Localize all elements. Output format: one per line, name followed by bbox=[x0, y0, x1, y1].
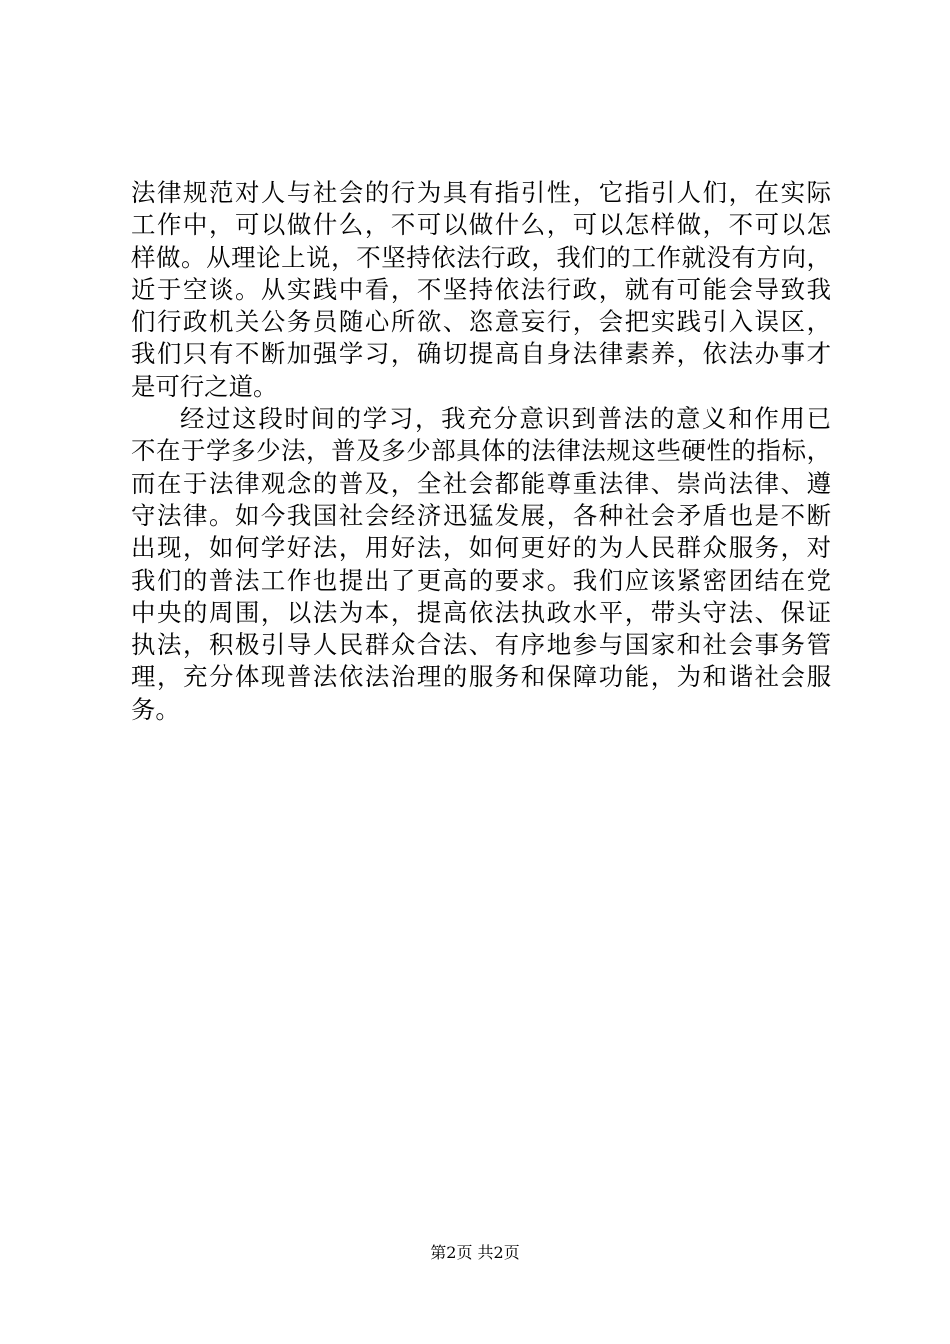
paragraph-line: 我们的普法工作也提出了更高的要求。我们应该紧密团结在党 bbox=[131, 565, 831, 595]
document-body bbox=[131, 177, 831, 726]
paragraph-line: 而在于法律观念的普及，全社会都能尊重法律、崇尚法律、遵 bbox=[131, 468, 831, 498]
paragraph-line: 近于空谈。从实践中看，不坚持依法行政，就有可能会导致我 bbox=[131, 274, 831, 304]
paragraph-1 bbox=[131, 177, 831, 403]
paragraph-line: 执法，积极引导人民群众合法、有序地参与国家和社会事务管 bbox=[131, 630, 831, 660]
paragraph-2 bbox=[131, 403, 831, 726]
paragraph-line: 们行政机关公务员随心所欲、恣意妄行，会把实践引入误区， bbox=[131, 307, 831, 337]
paragraph-line: 务。 bbox=[131, 694, 180, 724]
paragraph-line: 我们只有不断加强学习，确切提高自身法律素养，依法办事才 bbox=[131, 339, 831, 369]
paragraph-line: 样做。从理论上说，不坚持依法行政，我们的工作就没有方向， bbox=[131, 242, 831, 272]
paragraph-line: 中央的周围，以法为本，提高依法执政水平，带头守法、保证 bbox=[131, 597, 831, 627]
paragraph-line: 不在于学多少法，普及多少部具体的法律法规这些硬性的指标， bbox=[131, 436, 831, 466]
paragraph-line: 是可行之道。 bbox=[131, 371, 278, 401]
paragraph-line: 守法律。如今我国社会经济迅猛发展，各种社会矛盾也是不断 bbox=[131, 500, 831, 530]
paragraph-line: 经过这段时间的学习，我充分意识到普法的意义和作用已 bbox=[180, 404, 831, 434]
paragraph-line: 法律规范对人与社会的行为具有指引性，它指引人们，在实际 bbox=[131, 178, 831, 207]
paragraph-line: 工作中，可以做什么，不可以做什么，可以怎样做，不可以怎 bbox=[131, 210, 831, 240]
page-number-label: 第2页 共2页 bbox=[430, 1243, 520, 1262]
paragraph-line: 理，充分体现普法依法治理的服务和保障功能，为和谐社会服 bbox=[131, 662, 831, 692]
page-footer bbox=[0, 1242, 950, 1264]
paragraph-line: 出现，如何学好法，用好法，如何更好的为人民群众服务，对 bbox=[131, 533, 831, 563]
